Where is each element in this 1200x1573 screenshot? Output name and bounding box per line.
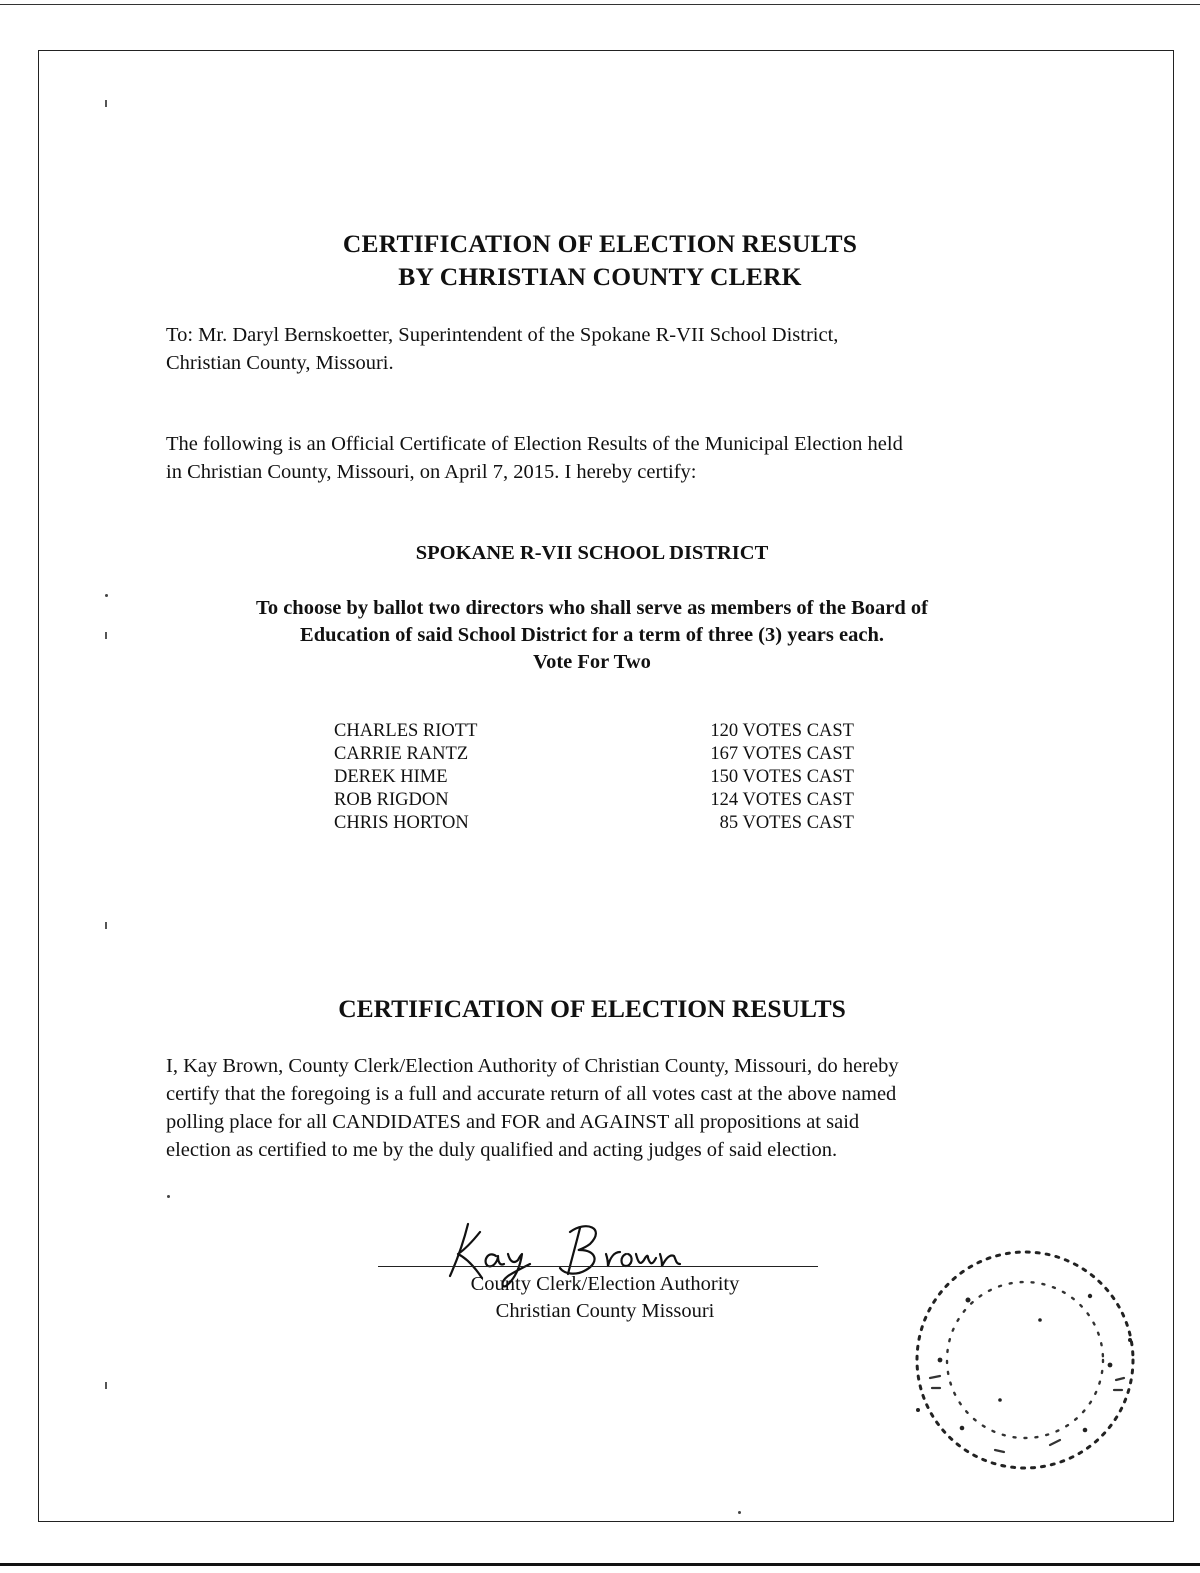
certification-heading: CERTIFICATION OF ELECTION RESULTS — [338, 994, 846, 1023]
results-table — [334, 720, 874, 835]
result-row — [334, 812, 874, 835]
vote-count: 85 VOTES CAST — [719, 813, 854, 833]
vote-count: 120 VOTES CAST — [710, 721, 854, 741]
document-title-line2: BY CHRISTIAN COUNTY CLERK — [398, 262, 802, 291]
candidate-name: CARRIE RANTZ — [334, 744, 469, 764]
signature-caption-county: Christian County Missouri — [495, 1300, 715, 1322]
addressee — [166, 321, 1046, 377]
certification-paragraph — [166, 1052, 1046, 1164]
certification-line1: I, Kay Brown, County Clerk/Election Authority of Christian County, Missouri, do hereby — [166, 1055, 899, 1077]
bottom-rule — [0, 1563, 1200, 1566]
ballot-line2: Education of said School District for a term of three (3) years each. — [300, 624, 884, 646]
candidate-name: ROB RIGDON — [334, 790, 449, 810]
certification-line3: polling place for all CANDIDATES and FOR and AGAINST all propositions at said — [166, 1111, 860, 1133]
result-row — [334, 789, 874, 812]
result-row — [334, 766, 874, 789]
candidate-name: DEREK HIME — [334, 767, 448, 787]
scan-dot — [167, 1195, 170, 1198]
vote-count: 167 VOTES CAST — [710, 744, 854, 764]
intro-line2: in Christian County, Missouri, on April 7, 2015. I hereby certify: — [166, 461, 697, 483]
certification-line2: certify that the foregoing is a full and accurate return of all votes cast at the above named — [166, 1083, 897, 1105]
signature-caption-title: County Clerk/Election Authority — [470, 1273, 740, 1295]
candidate-name: CHARLES RIOTT — [334, 721, 478, 741]
vote-count: 124 VOTES CAST — [710, 790, 854, 810]
result-row — [334, 743, 874, 766]
scan-speck — [105, 1382, 107, 1389]
scan-dot — [738, 1511, 741, 1514]
ballot-line3: Vote For Two — [533, 651, 651, 673]
scan-speck — [105, 922, 107, 929]
scan-speck — [105, 100, 107, 107]
ballot-line1: To choose by ballot two directors who shall serve as members of the Board of — [256, 597, 928, 619]
addressee-line2: Christian County, Missouri. — [166, 352, 394, 374]
signature-line — [378, 1266, 818, 1267]
addressee-line1: To: Mr. Daryl Bernskoetter, Superintendent of the Spokane R-VII School District, — [166, 324, 839, 346]
vote-count: 150 VOTES CAST — [710, 767, 854, 787]
result-row — [334, 720, 874, 743]
intro-line1: The following is an Official Certificate of Election Results of the Municipal Election held — [166, 433, 903, 455]
district-heading: SPOKANE R-VII SCHOOL DISTRICT — [415, 542, 769, 564]
top-rule — [0, 4, 1200, 5]
county-seal — [900, 1240, 1150, 1480]
candidate-name: CHRIS HORTON — [334, 813, 469, 833]
document-title-line1: CERTIFICATION OF ELECTION RESULTS — [342, 229, 858, 258]
intro-paragraph — [166, 430, 1046, 486]
certification-line4: election as certified to me by the duly qualified and acting judges of said election. — [166, 1139, 838, 1161]
